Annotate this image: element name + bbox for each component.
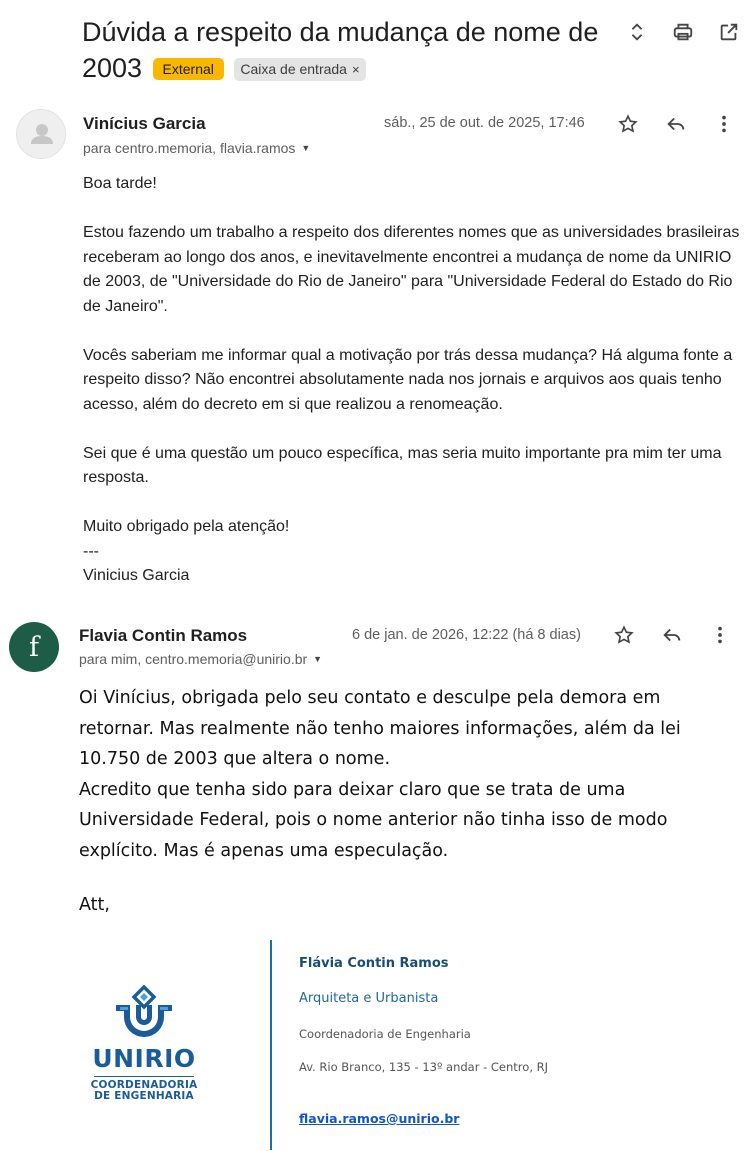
signature-separator: --- <box>83 542 99 560</box>
body-paragraph: Acredito que tenha sido para deixar claro que se trata de uma Universidade Federal, pois o nome anterior não tinha isso de modo explícito. Mas é apenas uma especulação. <box>79 779 668 861</box>
chevron-down-icon[interactable]: ▼ <box>313 654 323 664</box>
email-signature <box>79 940 739 1150</box>
logo-subtitle: COORDENADORIA <box>90 1079 198 1091</box>
more-options-icon[interactable] <box>712 112 736 136</box>
message-header[interactable] <box>0 620 753 680</box>
inbox-label-text: Caixa de entrada <box>240 61 347 77</box>
expand-collapse-icon[interactable] <box>625 20 649 44</box>
email-subject: Dúvida a respeito da mudança de nome de 2003 <box>82 17 599 83</box>
reply-icon[interactable] <box>664 112 688 136</box>
body-paragraph: Sei que é uma questão um pouco específica, mas seria muito importante pra mim ter uma resposta. <box>83 444 722 486</box>
message-body <box>79 683 739 866</box>
closing-text: Att, <box>79 895 110 915</box>
logo-divider <box>94 1076 194 1077</box>
person-icon <box>17 110 67 160</box>
recipients-text: para mim, centro.memoria@unirio.br <box>79 651 308 667</box>
signature-role: Arquiteta e Urbanista <box>299 991 439 1006</box>
sender-name[interactable]: Vinícius Garcia <box>83 114 206 133</box>
signature-department: Coordenadoria de Engenharia <box>299 1027 471 1041</box>
message-body <box>83 172 743 589</box>
signature-divider <box>270 940 272 1150</box>
subject-header <box>82 14 612 86</box>
logo-wordmark: UNIRIO <box>92 1044 196 1073</box>
inbox-label <box>234 58 365 81</box>
chevron-down-icon[interactable]: ▼ <box>301 143 311 153</box>
reply-icon[interactable] <box>660 623 684 647</box>
thread-toolbar <box>625 20 741 44</box>
message-date: sáb., 25 de out. de 2025, 17:46 <box>384 115 585 131</box>
avatar[interactable] <box>16 109 66 159</box>
message-actions <box>612 623 732 647</box>
message-date: 6 de jan. de 2026, 12:22 (há 8 dias) <box>352 627 581 643</box>
logo-subtitle: DE ENGENHARIA <box>94 1090 194 1102</box>
recipients[interactable] <box>83 140 310 156</box>
signature-address: Av. Rio Branco, 135 - 13º andar - Centro, RJ <box>299 1060 549 1074</box>
signature-email-link[interactable]: flavia.ramos@unirio.br <box>299 1111 460 1126</box>
body-paragraph: Estou fazendo um trabalho a respeito dos diferentes nomes que as universidades brasileiras receberam ao longo dos anos, e inevitavelmente encontrei a mudança de nome da UNIRIO de 2003, de "Universidade do Rio de Janeiro" para "Universidade Federal do Estado do Rio de Janeiro". <box>83 224 740 315</box>
remove-label-button[interactable]: × <box>351 62 360 77</box>
recipients-text: para centro.memoria, flavia.ramos <box>83 140 296 156</box>
avatar[interactable]: f <box>9 622 59 672</box>
star-icon[interactable] <box>616 112 640 136</box>
signature-name: Vinicius Garcia <box>83 567 190 584</box>
print-icon[interactable] <box>671 20 695 44</box>
recipients[interactable] <box>79 651 322 667</box>
unirio-emblem-icon <box>112 985 176 1037</box>
sender-name[interactable]: Flavia Contin Ramos <box>79 626 248 645</box>
body-paragraph: Boa tarde! <box>83 175 157 192</box>
external-label: External <box>153 58 224 80</box>
message-header[interactable] <box>0 107 753 167</box>
body-paragraph: Muito obrigado pela atenção! <box>83 518 290 535</box>
open-in-new-window-icon[interactable] <box>717 20 741 44</box>
body-paragraph: Oi Vinícius, obrigada pelo seu contato e desculpe pela demora em retornar. Mas realmente não tenho maiores informações, além da lei 10.750 de 2003 que altera o nome. <box>79 688 681 769</box>
message-actions <box>616 112 736 136</box>
body-paragraph: Vocês saberiam me informar qual a motivação por trás dessa mudança? Há alguma fonte a respeito disso? Não encontrei absolutamente nada nos jornais e arquivos aos quais tenho acesso, além do decreto em si que realizou a renomeação. <box>83 346 733 413</box>
signature-name: Flávia Contin Ramos <box>299 956 449 971</box>
unirio-logo <box>89 985 199 1102</box>
more-options-icon[interactable] <box>708 623 732 647</box>
star-icon[interactable] <box>612 623 636 647</box>
